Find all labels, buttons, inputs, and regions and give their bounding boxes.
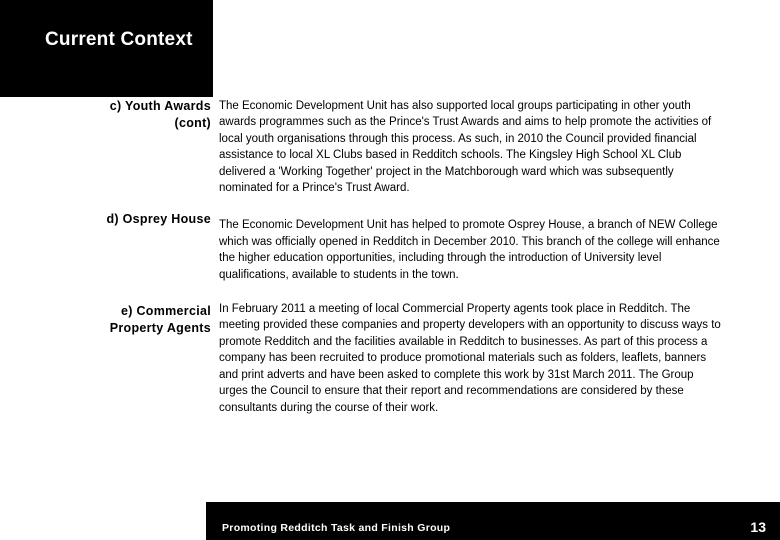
- section-body-youth-awards: [213, 98, 780, 196]
- body-line: consultants during the course of their work.: [219, 401, 439, 414]
- section-youth-awards: [0, 98, 780, 196]
- body-line: assistance to local XL Clubs based in Redditch schools. The Kingsley High School XL Club: [219, 149, 682, 162]
- body-line: which was officially opened in Redditch in December 2010. This branch of the college will enhance: [219, 235, 720, 248]
- body-line: and print adverts and have been asked to complete this work by 31st March 2011. The Group: [219, 368, 694, 381]
- body-line: urges the Council to ensure that their report and recommendations are considered by these: [219, 385, 684, 398]
- body-line: company has been recruited to produce promotional materials such as folders, leaflets, banners: [219, 352, 707, 365]
- page-number: 13: [750, 519, 766, 535]
- section-body-commercial-property-agents: [213, 301, 780, 416]
- body-line: delivered a 'Working Together' project in the Matchborough ward which was subsequently: [219, 165, 674, 178]
- body-line: qualifications, available to students in the town.: [219, 268, 459, 281]
- section-body-osprey-house: [213, 210, 780, 283]
- section-label-osprey-house: [0, 210, 213, 228]
- section-label-line: c) Youth Awards: [109, 99, 211, 113]
- section-label-line: e) Commercial: [120, 304, 211, 319]
- page-title: Current Context: [45, 29, 193, 50]
- section-label-line: d) Osprey House: [106, 212, 211, 227]
- section-label-line: (cont): [174, 115, 211, 130]
- footer-title: Promoting Redditch Task and Finish Group: [222, 522, 451, 534]
- body-line: awards programmes such as the Prince's Trust Awards and aims to help promote the activities of: [219, 116, 712, 129]
- body-line: promote Redditch and the facilities available in Redditch to businesses. As part of this process a: [219, 335, 708, 348]
- slide-content: [0, 98, 780, 425]
- footer-bar: [206, 502, 780, 540]
- body-line: In February 2011 a meeting of local Commercial Property agents took place in Redditch. The: [219, 303, 691, 316]
- section-label-line: Property Agents: [109, 320, 211, 335]
- body-line: The Economic Development Unit has also supported local groups participating in other youth: [219, 100, 691, 112]
- title-banner: [0, 0, 213, 97]
- section-osprey-house: [0, 210, 780, 283]
- body-line: The Economic Development Unit has helped to promote Osprey House, a branch of NEW College: [219, 219, 718, 232]
- body-line: nominated for a Prince's Trust Award.: [219, 182, 410, 195]
- body-line: local youth organisations through this process. As such, in 2010 the Council provided financial: [219, 132, 697, 145]
- section-label-youth-awards: [0, 98, 213, 131]
- section-commercial-property-agents: [0, 301, 780, 416]
- body-line: meeting provided these companies and property developers with an opportunity to discuss ways to: [219, 319, 721, 332]
- body-line: the higher education opportunities, including through the introduction of University level: [219, 252, 662, 265]
- section-label-commercial-property-agents: [0, 301, 213, 336]
